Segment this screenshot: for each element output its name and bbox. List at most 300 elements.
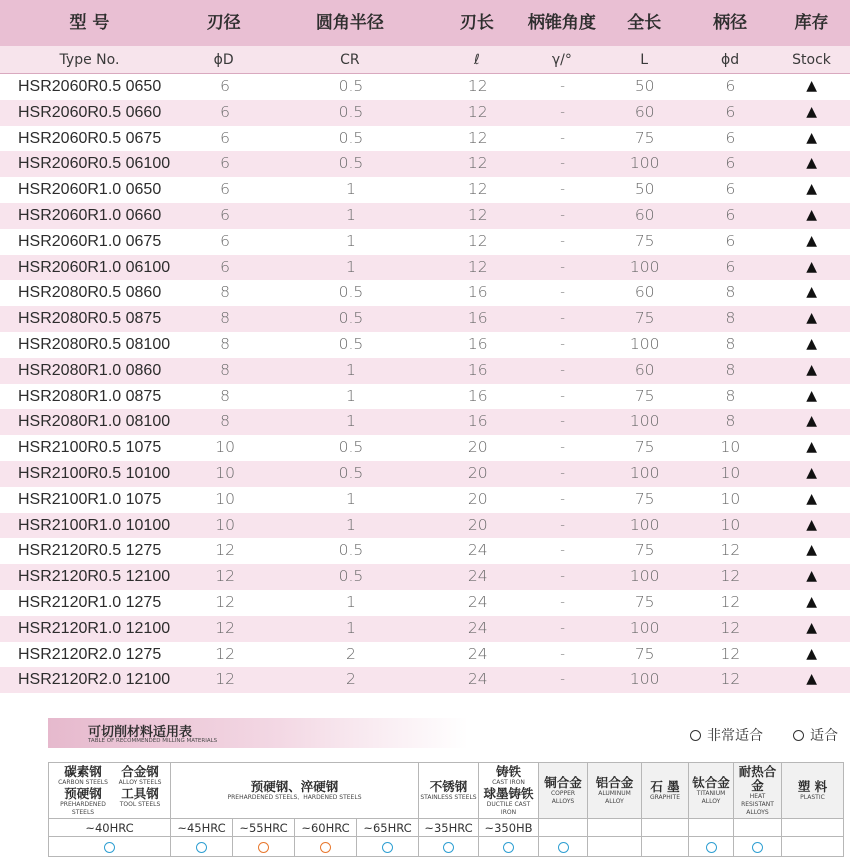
cell-taper-angle: -	[560, 569, 565, 585]
header-taper-angle-cn: 柄锥角度	[527, 13, 596, 33]
cell-blade-diameter: 12	[215, 670, 235, 689]
cast-en: CAST IRON	[492, 778, 525, 786]
cell-stock: ▲	[806, 671, 817, 688]
blue-ring-icon	[196, 842, 207, 853]
cell-overall-length: 60	[634, 205, 655, 224]
suitability-cell	[295, 837, 357, 857]
cell-stock: ▲	[806, 335, 817, 352]
cell-blade-diameter: 8	[220, 334, 231, 353]
cell-blade-diameter: 12	[215, 567, 235, 586]
cell-overall-length: 100	[629, 257, 660, 276]
cast-cn: 铸铁	[495, 763, 521, 779]
copper-cn: 铜合金	[544, 774, 582, 790]
cell-corner-radius: 0.5	[338, 128, 364, 147]
cell-type-no: HSR2100R1.0 10100	[18, 516, 171, 534]
header-type-no-cn: 型 号	[69, 13, 110, 33]
cell-overall-length: 100	[629, 463, 660, 482]
cell-overall-length: 50	[634, 77, 655, 95]
cell-corner-radius: 0.5	[338, 438, 364, 457]
cell-overall-length: 75	[634, 489, 655, 508]
cell-stock: ▲	[806, 129, 817, 146]
cell-type-no: HSR2120R1.0 1275	[18, 593, 162, 611]
cell-blade-diameter: 12	[215, 592, 235, 611]
cell-type-no: HSR2060R1.0 06100	[18, 258, 171, 276]
cell-overall-length: 60	[634, 360, 655, 379]
cell-stock: ▲	[806, 258, 817, 275]
header-blade-diameter-cn: 刃径	[206, 13, 241, 33]
cell-corner-radius: 0.5	[338, 77, 364, 95]
cell-stock: ▲	[806, 206, 817, 223]
heat-en: HEAT RESISTANT ALLOYS	[741, 792, 774, 816]
cell-corner-radius: 1	[346, 412, 356, 431]
suitability-cell	[734, 837, 782, 857]
cell-type-no: HSR2080R0.5 0860	[18, 284, 162, 302]
hardness-cell-empty	[689, 819, 734, 837]
header-row-cn	[0, 0, 850, 46]
cell-taper-angle: -	[560, 285, 565, 301]
cell-taper-angle: -	[560, 104, 565, 120]
cell-shank-diameter: 6	[725, 180, 736, 199]
cell-overall-length: 75	[634, 309, 655, 328]
cell-stock: ▲	[806, 542, 817, 559]
cell-blade-diameter: 8	[220, 386, 231, 405]
cell-blade-diameter: 8	[220, 283, 231, 302]
cell-stock: ▲	[806, 516, 817, 533]
cell-shank-diameter: 6	[725, 128, 736, 147]
hardness-cell-empty	[588, 819, 642, 837]
spec-table-body	[0, 74, 850, 693]
cell-type-no: HSR2100R0.5 10100	[18, 464, 171, 482]
cell-stock: ▲	[806, 645, 817, 662]
cell-blade-diameter: 6	[220, 231, 231, 250]
cell-type-no: HSR2080R1.0 0875	[18, 387, 162, 405]
cell-shank-diameter: 6	[725, 77, 736, 95]
cell-overall-length: 75	[634, 592, 655, 611]
cell-corner-radius: 0.5	[338, 309, 364, 328]
header-row-en	[0, 46, 850, 74]
cell-blade-length: 12	[467, 77, 488, 95]
orange-ring-icon	[258, 842, 269, 853]
cell-blade-length: 16	[467, 360, 488, 379]
cell-type-no: HSR2060R1.0 0660	[18, 206, 162, 224]
cell-shank-diameter: 6	[725, 102, 736, 121]
alloy-cn: 合金钢	[121, 763, 159, 779]
materials-title-cn: 可切削材料适用表	[88, 725, 193, 740]
tool-cn: 工具钢	[121, 785, 159, 801]
cell-corner-radius: 0.5	[338, 567, 364, 586]
cell-stock: ▲	[806, 464, 817, 481]
cell-stock: ▲	[806, 619, 817, 636]
suitability-cell	[233, 837, 295, 857]
header-overall-length-en: L	[640, 52, 649, 68]
cell-blade-length: 20	[467, 438, 488, 457]
hardness-row	[49, 819, 844, 837]
cell-blade-diameter: 6	[220, 128, 231, 147]
table-row	[0, 255, 850, 281]
header-stock-en: Stock	[792, 52, 831, 68]
hardened-cn: 预硬钢、淬硬钢	[250, 778, 339, 794]
cell-taper-angle: -	[560, 620, 565, 636]
cell-taper-angle: -	[560, 465, 565, 481]
hardness-cell: ~40HRC	[49, 819, 171, 837]
prehard-en: PREHARDENED STEELS	[60, 800, 106, 816]
blue-ring-icon	[706, 842, 717, 853]
cell-shank-diameter: 12	[720, 592, 741, 611]
cell-taper-angle: -	[560, 646, 565, 662]
cell-corner-radius: 1	[346, 618, 356, 637]
cell-shank-diameter: 8	[725, 360, 736, 379]
table-row	[0, 74, 850, 100]
hardness-cell: ~350HB	[479, 819, 539, 837]
cell-blade-diameter: 10	[215, 489, 235, 508]
cell-shank-diameter: 10	[720, 463, 741, 482]
header-stock-cn: 库存	[794, 13, 829, 33]
cell-corner-radius: 1	[346, 515, 356, 534]
cell-taper-angle: -	[560, 336, 565, 352]
titanium-en: TITANIUM ALLOY	[696, 789, 726, 805]
plastic-en: PLASTIC	[800, 793, 825, 801]
cell-overall-length: 100	[629, 515, 660, 534]
cell-overall-length: 75	[634, 438, 655, 457]
cell-taper-angle: -	[560, 130, 565, 146]
cell-blade-diameter: 8	[220, 309, 231, 328]
hardness-cell: ~35HRC	[419, 819, 479, 837]
cell-blade-diameter: 6	[220, 257, 231, 276]
cell-blade-diameter: 10	[215, 463, 235, 482]
cell-shank-diameter: 8	[725, 309, 736, 328]
cell-taper-angle: -	[560, 259, 565, 275]
cell-type-no: HSR2080R0.5 08100	[18, 335, 171, 353]
cell-overall-length: 60	[634, 283, 655, 302]
table-row	[0, 306, 850, 332]
cell-overall-length: 100	[629, 670, 660, 689]
cell-taper-angle: -	[560, 672, 565, 688]
alloy-en: ALLOY STEELS	[118, 778, 162, 786]
suitability-cell	[49, 837, 171, 857]
cell-corner-radius: 0.5	[338, 463, 364, 482]
cell-taper-angle: -	[560, 491, 565, 507]
suitability-cell	[642, 837, 689, 857]
graphite-en: GRAPHITE	[649, 793, 681, 801]
cell-overall-length: 100	[629, 154, 660, 173]
suitability-cell	[588, 837, 642, 857]
cell-blade-diameter: 12	[215, 644, 235, 663]
cell-blade-diameter: 8	[220, 360, 231, 379]
cell-blade-length: 16	[467, 386, 488, 405]
prehard-cn: 预硬钢	[64, 785, 102, 801]
graphite-cell	[642, 763, 689, 819]
cell-shank-diameter: 12	[720, 644, 741, 663]
material-header-row	[49, 763, 844, 819]
cell-stock: ▲	[806, 284, 817, 301]
cell-taper-angle: -	[560, 388, 565, 404]
cell-blade-length: 12	[467, 205, 488, 224]
cell-type-no: HSR2100R0.5 1075	[18, 439, 162, 457]
cell-shank-diameter: 8	[725, 386, 736, 405]
cell-stock: ▲	[806, 78, 817, 94]
cell-taper-angle: -	[560, 362, 565, 378]
header-corner-radius-en: CR	[340, 52, 360, 68]
cell-blade-length: 12	[467, 180, 488, 199]
cell-stock: ▲	[806, 439, 817, 456]
cell-stock: ▲	[806, 387, 817, 404]
blue-ring-icon	[503, 842, 514, 853]
cell-blade-length: 20	[467, 489, 488, 508]
legend-very-suitable-label: 非常适合	[707, 728, 763, 744]
cell-blade-diameter: 6	[220, 154, 231, 173]
cell-type-no: HSR2060R0.5 06100	[18, 155, 171, 173]
cell-shank-diameter: 8	[725, 283, 736, 302]
cell-blade-diameter: 12	[215, 618, 235, 637]
stainless-en: STAINLESS STEELS	[420, 793, 477, 801]
table-row	[0, 280, 850, 306]
suitability-cell	[357, 837, 419, 857]
cell-type-no: HSR2080R0.5 0875	[18, 310, 162, 328]
cell-corner-radius: 1	[346, 180, 356, 199]
hardness-cell: ~55HRC	[233, 819, 295, 837]
cell-type-no: HSR2120R2.0 1275	[18, 645, 162, 663]
cell-taper-angle: -	[560, 207, 565, 223]
cell-shank-diameter: 8	[725, 334, 736, 353]
table-row	[0, 667, 850, 693]
cell-blade-length: 24	[467, 541, 488, 560]
cell-shank-diameter: 6	[725, 257, 736, 276]
cell-type-no: HSR2060R0.5 0650	[18, 78, 162, 95]
legend-very-suitable	[690, 725, 763, 745]
stainless-cell	[419, 763, 479, 819]
header-blade-length-cn: 刃长	[459, 13, 494, 33]
blue-ring-icon	[382, 842, 393, 853]
cell-type-no: HSR2120R1.0 12100	[18, 619, 171, 637]
cell-taper-angle: -	[560, 594, 565, 610]
suitability-cell	[419, 837, 479, 857]
hardness-cell-empty	[539, 819, 588, 837]
blue-ring-icon	[752, 842, 763, 853]
suitability-cell	[782, 837, 844, 857]
cell-blade-diameter: 6	[220, 205, 231, 224]
cell-overall-length: 75	[634, 386, 655, 405]
ductile-cn: 球墨铸铁	[483, 785, 534, 801]
cell-corner-radius: 0.5	[338, 154, 364, 173]
cell-blade-length: 20	[467, 515, 488, 534]
copper-en: COPPER ALLOYS	[550, 789, 576, 805]
cell-shank-diameter: 6	[725, 205, 736, 224]
cell-stock: ▲	[806, 490, 817, 507]
cell-taper-angle: -	[560, 414, 565, 430]
heat-cn: 耐热合金	[738, 763, 777, 793]
aluminum-en: ALUMINUM ALLOY	[598, 789, 631, 805]
cell-blade-length: 12	[467, 128, 488, 147]
table-row	[0, 616, 850, 642]
titanium-cn: 钛合金	[692, 774, 730, 790]
hardness-cell-empty	[734, 819, 782, 837]
materials-section	[48, 716, 850, 835]
hardened-en: PREHARDENED STEELS、HARDENED STEELS	[227, 793, 362, 801]
materials-table	[48, 762, 844, 857]
table-row	[0, 100, 850, 126]
cell-corner-radius: 2	[346, 670, 356, 689]
copper-cell	[539, 763, 588, 819]
plastic-cn: 塑 料	[797, 778, 828, 794]
cell-taper-angle: -	[560, 156, 565, 172]
cell-corner-radius: 1	[346, 360, 356, 379]
stainless-cn: 不锈钢	[429, 778, 468, 794]
table-row	[0, 538, 850, 564]
cell-blade-length: 12	[467, 257, 488, 276]
cell-corner-radius: 0.5	[338, 102, 364, 121]
cell-blade-length: 24	[467, 644, 488, 663]
cell-taper-angle: -	[560, 517, 565, 533]
cell-corner-radius: 1	[346, 592, 356, 611]
table-row	[0, 203, 850, 229]
cell-blade-length: 16	[467, 334, 488, 353]
cell-shank-diameter: 12	[720, 567, 741, 586]
cell-blade-length: 20	[467, 463, 488, 482]
cell-taper-angle: -	[560, 311, 565, 327]
cell-overall-length: 50	[634, 180, 655, 199]
table-row	[0, 435, 850, 461]
hardness-cell: ~60HRC	[295, 819, 357, 837]
cell-corner-radius: 1	[346, 386, 356, 405]
header-shank-diameter-en: ϕd	[721, 52, 740, 68]
legend-suitable	[793, 725, 838, 745]
header-corner-radius-cn: 圆角半径	[315, 13, 384, 33]
suitability-row	[49, 837, 844, 857]
cell-corner-radius: 0.5	[338, 283, 364, 302]
table-row	[0, 358, 850, 384]
carbon-cn: 碳素钢	[64, 763, 102, 779]
carbon-alloy-cell	[49, 763, 171, 819]
cell-overall-length: 75	[634, 231, 655, 250]
cell-overall-length: 100	[629, 412, 660, 431]
cell-type-no: HSR2080R1.0 08100	[18, 413, 171, 431]
cell-blade-length: 12	[467, 154, 488, 173]
table-row	[0, 126, 850, 152]
cell-taper-angle: -	[560, 182, 565, 198]
table-row	[0, 487, 850, 513]
heat-cell	[734, 763, 782, 819]
cell-blade-length: 16	[467, 412, 488, 431]
cell-type-no: HSR2060R1.0 0650	[18, 181, 162, 199]
cell-shank-diameter: 8	[725, 412, 736, 431]
table-row	[0, 590, 850, 616]
header-overall-length-cn: 全长	[627, 13, 662, 33]
cell-shank-diameter: 12	[720, 670, 741, 689]
table-row	[0, 513, 850, 539]
cell-stock: ▲	[806, 413, 817, 430]
cell-type-no: HSR2060R0.5 0675	[18, 129, 162, 147]
cell-stock: ▲	[806, 155, 817, 172]
table-row	[0, 461, 850, 487]
aluminum-cn: 铝合金	[595, 774, 634, 790]
cell-overall-length: 60	[634, 102, 655, 121]
cell-type-no: HSR2120R0.5 1275	[18, 542, 162, 560]
cell-shank-diameter: 12	[720, 541, 741, 560]
suitability-cell	[171, 837, 233, 857]
cell-blade-diameter: 12	[215, 541, 235, 560]
cell-stock: ▲	[806, 593, 817, 610]
cell-taper-angle: -	[560, 543, 565, 559]
cell-corner-radius: 1	[346, 489, 356, 508]
blue-ring-icon	[558, 842, 569, 853]
cell-corner-radius: 0.5	[338, 334, 364, 353]
cell-stock: ▲	[806, 568, 817, 585]
blue-ring-icon	[104, 842, 115, 853]
cell-shank-diameter: 10	[720, 489, 741, 508]
hardness-cell-empty	[642, 819, 689, 837]
suitability-cell	[689, 837, 734, 857]
cast-cell	[479, 763, 539, 819]
cell-blade-diameter: 6	[220, 102, 231, 121]
cell-corner-radius: 1	[346, 231, 356, 250]
table-row	[0, 384, 850, 410]
cell-blade-diameter: 8	[220, 412, 231, 431]
hardness-cell: ~65HRC	[357, 819, 419, 837]
cell-type-no: HSR2060R0.5 0660	[18, 103, 162, 121]
aluminum-cell	[588, 763, 642, 819]
cell-shank-diameter: 12	[720, 618, 741, 637]
header-blade-length-en: ℓ	[474, 52, 480, 68]
cell-blade-length: 24	[467, 592, 488, 611]
cell-blade-length: 16	[467, 283, 488, 302]
table-row	[0, 229, 850, 255]
cell-stock: ▲	[806, 103, 817, 120]
orange-ring-icon	[690, 730, 701, 741]
header-taper-angle-en: γ/°	[551, 52, 572, 68]
cell-type-no: HSR2120R2.0 12100	[18, 671, 171, 689]
hardness-cell-empty	[782, 819, 844, 837]
cell-blade-length: 24	[467, 618, 488, 637]
plastic-cell	[782, 763, 844, 819]
cell-shank-diameter: 6	[725, 154, 736, 173]
cell-blade-diameter: 6	[220, 77, 231, 95]
cell-blade-diameter: 10	[215, 438, 235, 457]
cell-overall-length: 75	[634, 644, 655, 663]
hardened-cell	[171, 763, 419, 819]
cell-overall-length: 100	[629, 334, 660, 353]
cell-shank-diameter: 6	[725, 231, 736, 250]
cell-type-no: HSR2120R0.5 12100	[18, 568, 171, 586]
ductile-en: DUCTILE CAST IRON	[486, 800, 531, 816]
header-shank-diameter-cn: 柄径	[713, 13, 748, 33]
cell-corner-radius: 0.5	[338, 541, 364, 560]
graphite-cn: 石 墨	[650, 778, 680, 794]
cell-blade-length: 12	[467, 102, 488, 121]
cell-blade-length: 24	[467, 567, 488, 586]
cell-stock: ▲	[806, 361, 817, 378]
carbon-en: CARBON STEELS	[58, 778, 108, 786]
blue-ring-icon	[793, 730, 804, 741]
cell-type-no: HSR2060R1.0 0675	[18, 232, 162, 250]
cell-overall-length: 75	[634, 128, 655, 147]
header-type-no-en: Type No.	[59, 52, 120, 68]
cell-overall-length: 75	[634, 541, 655, 560]
blue-ring-icon	[443, 842, 454, 853]
cell-corner-radius: 2	[346, 644, 356, 663]
suitability-cell	[479, 837, 539, 857]
materials-title-en: TABLE OF RECOMMENDED MILLING MATERIALS	[88, 738, 218, 744]
tool-en: TOOL STEELS	[119, 800, 161, 808]
cell-taper-angle: -	[560, 233, 565, 249]
cell-shank-diameter: 10	[720, 515, 741, 534]
hardness-cell: ~45HRC	[171, 819, 233, 837]
table-row	[0, 409, 850, 435]
header-blade-diameter-en: ϕD	[213, 52, 234, 68]
cell-corner-radius: 1	[346, 205, 356, 224]
legend-suitable-label: 适合	[810, 728, 838, 744]
cell-stock: ▲	[806, 181, 817, 198]
table-row	[0, 332, 850, 358]
